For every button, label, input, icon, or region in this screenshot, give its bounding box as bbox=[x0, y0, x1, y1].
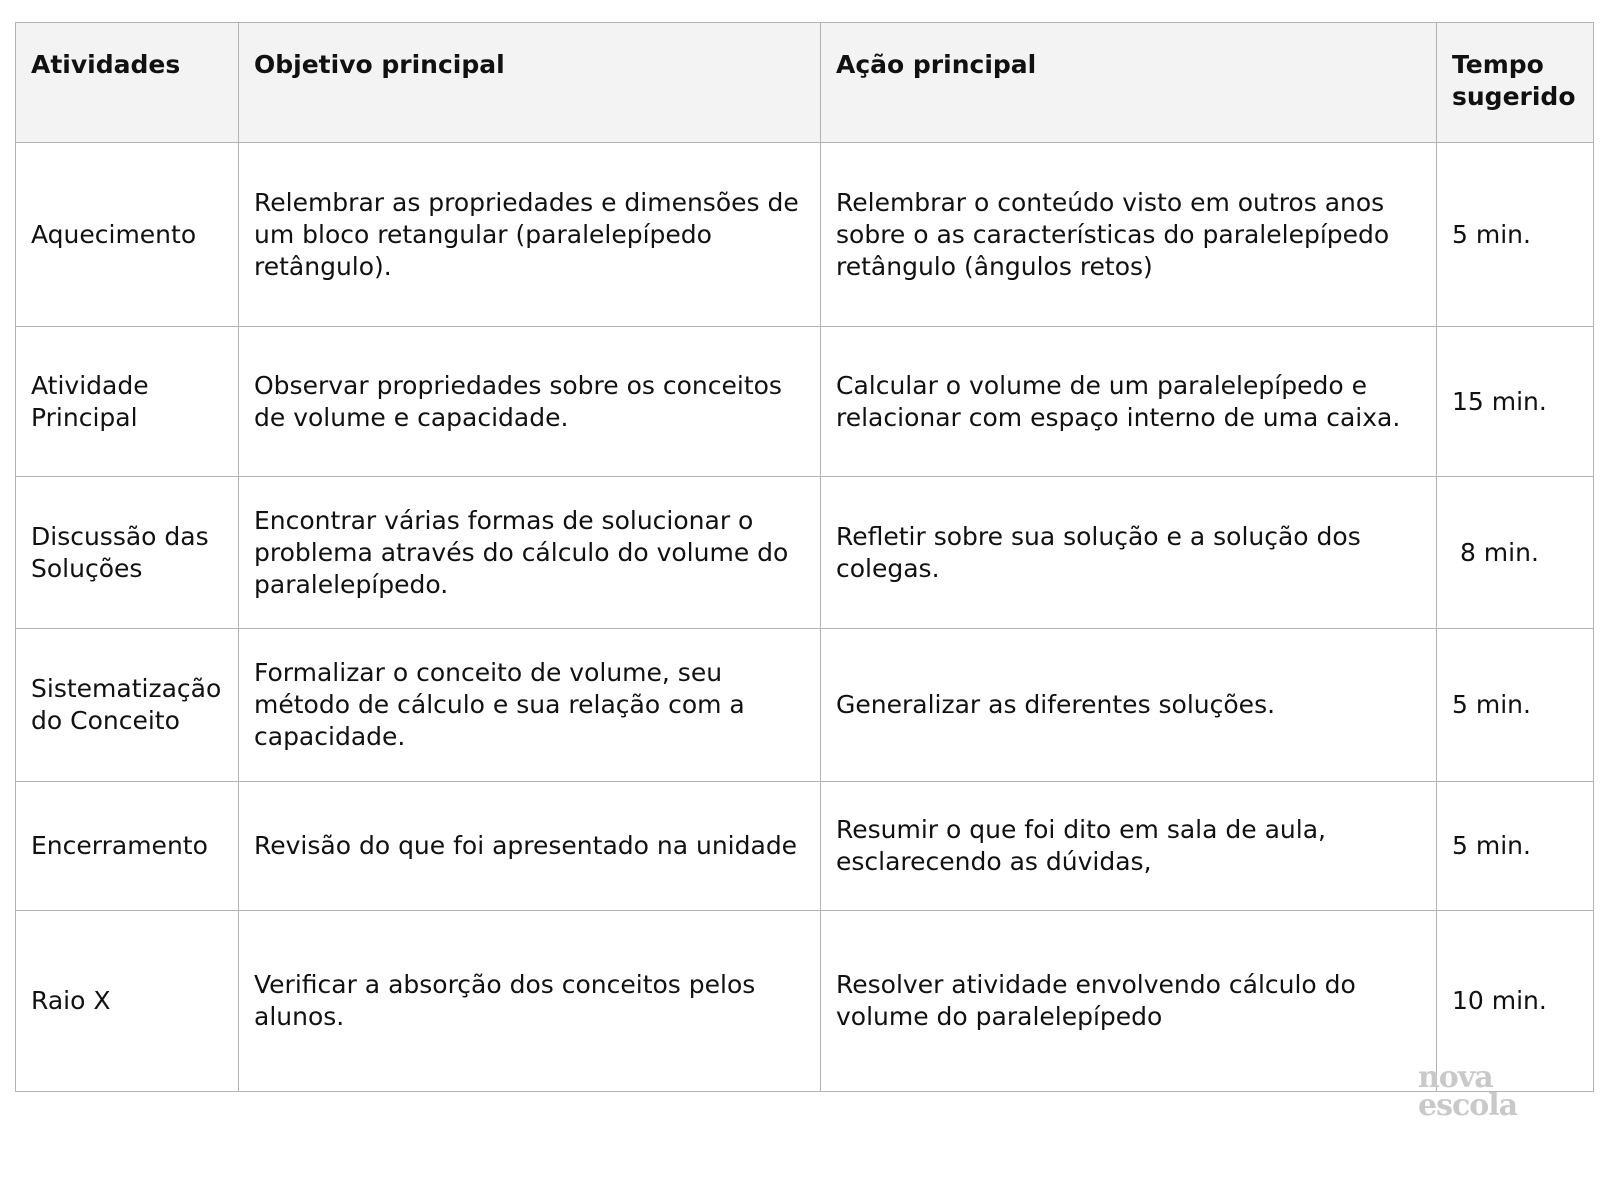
cell-action: Resumir o que foi dito em sala de aula, esclarecendo as dúvidas, bbox=[821, 782, 1437, 911]
cell-objective: Formalizar o conceito de volume, seu método de cálculo e sua relação com a capacidade. bbox=[239, 629, 821, 782]
table-row bbox=[16, 629, 1594, 782]
cell-time: 15 min. bbox=[1437, 327, 1594, 477]
cell-action: Refletir sobre sua solução e a solução dos colegas. bbox=[821, 477, 1437, 629]
cell-objective: Encontrar várias formas de solucionar o problema através do cálculo do volume do paralelepípedo. bbox=[239, 477, 821, 629]
cell-activity: Raio X bbox=[16, 911, 239, 1092]
cell-activity: Atividade Principal bbox=[16, 327, 239, 477]
table-row bbox=[16, 911, 1594, 1092]
header-activities: Atividades bbox=[16, 23, 239, 143]
cell-action: Relembrar o conteúdo visto em outros anos sobre o as características do paralelepípedo retângulo (ângulos retos) bbox=[821, 143, 1437, 327]
cell-objective: Relembrar as propriedades e dimensões de um bloco retangular (paralelepípedo retângulo). bbox=[239, 143, 821, 327]
cell-activity: Aquecimento bbox=[16, 143, 239, 327]
cell-objective: Verificar a absorção dos conceitos pelos alunos. bbox=[239, 911, 821, 1092]
cell-time: 10 min. bbox=[1437, 911, 1594, 1092]
table-row bbox=[16, 327, 1594, 477]
cell-action: Resolver atividade envolvendo cálculo do volume do paralelepípedo bbox=[821, 911, 1437, 1092]
watermark-line-1: nova bbox=[1418, 1060, 1493, 1095]
cell-activity: Encerramento bbox=[16, 782, 239, 911]
cell-time: 5 min. bbox=[1437, 143, 1594, 327]
table-row bbox=[16, 143, 1594, 327]
cell-time: 5 min. bbox=[1437, 629, 1594, 782]
cell-activity: Sistematização do Conceito bbox=[16, 629, 239, 782]
table-header-row bbox=[16, 23, 1594, 143]
header-objective: Objetivo principal bbox=[239, 23, 821, 143]
cell-action: Generalizar as diferentes soluções. bbox=[821, 629, 1437, 782]
lesson-plan-table-container bbox=[15, 22, 1593, 1095]
cell-time: 8 min. bbox=[1437, 477, 1594, 629]
cell-action: Calcular o volume de um paralelepípedo e relacionar com espaço interno de uma caixa. bbox=[821, 327, 1437, 477]
nova-escola-watermark-logo bbox=[1418, 1060, 1518, 1123]
table-row bbox=[16, 477, 1594, 629]
header-action: Ação principal bbox=[821, 23, 1437, 143]
header-time: Tempo sugerido bbox=[1437, 23, 1594, 143]
cell-time: 5 min. bbox=[1437, 782, 1594, 911]
table-row bbox=[16, 782, 1594, 911]
lesson-plan-table bbox=[15, 22, 1594, 1095]
watermark-line-2: escola bbox=[1418, 1088, 1518, 1123]
cell-objective: Observar propriedades sobre os conceitos de volume e capacidade. bbox=[239, 327, 821, 477]
cell-objective: Revisão do que foi apresentado na unidade bbox=[239, 782, 821, 911]
cell-activity: Discussão das Soluções bbox=[16, 477, 239, 629]
